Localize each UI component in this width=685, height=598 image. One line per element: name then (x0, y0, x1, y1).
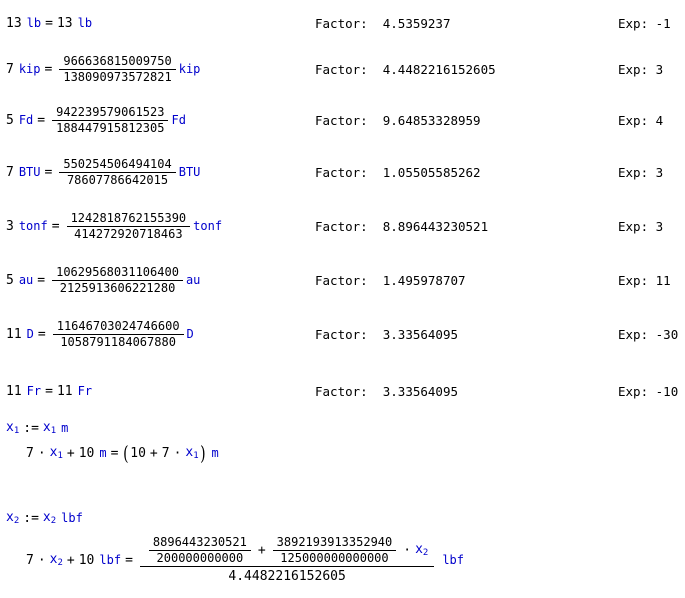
symbolic-equation (6, 534, 464, 586)
factor-cell (315, 62, 496, 77)
def-lhs-var-name: x (6, 420, 14, 435)
expr-constant: 10 (78, 445, 95, 461)
exp-value: 4 (655, 112, 664, 128)
lhs-number: 11 (6, 383, 22, 399)
multiplication-dot: · (403, 542, 412, 558)
conversion-row (0, 311, 685, 357)
fraction (59, 55, 175, 83)
expr-unit: m (99, 446, 107, 460)
equals-sign: = (110, 445, 119, 461)
lhs-number: 7 (6, 164, 14, 180)
factor-cell (315, 327, 458, 342)
inner-fraction-left (149, 536, 251, 564)
equals-sign: = (45, 15, 53, 31)
plus-sign: + (66, 552, 75, 568)
def-rhs-variable (43, 510, 56, 526)
assign-operator: := (23, 510, 39, 526)
fraction (52, 266, 183, 294)
conversion-expression (6, 16, 92, 31)
equals-sign: = (45, 383, 53, 399)
symbolic-equation (6, 441, 219, 465)
factor-cell (315, 219, 488, 234)
result-variable (185, 445, 198, 461)
equals-sign: = (37, 112, 46, 128)
exponent-cell (618, 113, 663, 128)
def-rhs-var-name: x (42, 420, 51, 435)
exponent-cell (618, 219, 663, 234)
lhs-unit: kip (18, 62, 41, 76)
multiplication-dot: · (37, 552, 46, 568)
lhs-unit: tonf (18, 219, 48, 233)
inner-right-denominator: 125000000000000 (280, 550, 389, 565)
result-variable (415, 542, 428, 558)
result-var-name: x (415, 542, 423, 558)
multiplication-dot: · (37, 445, 46, 461)
numerator: 550254506494104 (63, 156, 172, 171)
def-rhs-variable (43, 420, 56, 436)
exponent-cell (618, 327, 678, 342)
rhs-unit: lb (77, 16, 93, 30)
open-paren: ( (123, 441, 130, 465)
def-lhs-variable (6, 510, 19, 526)
def-lhs-var-subscript: 1 (13, 426, 20, 436)
def-rhs-var-subscript: 2 (50, 516, 57, 526)
factor-label: Factor: (315, 164, 368, 180)
expr-var-subscript: 2 (57, 558, 63, 569)
conversion-row (0, 203, 685, 249)
conversion-row (0, 257, 685, 303)
factor-label: Factor: (315, 272, 368, 288)
def-lhs-var-subscript: 2 (13, 516, 20, 526)
lhs-number: 5 (6, 272, 14, 288)
expr-variable (50, 445, 63, 461)
equals-sign: = (37, 272, 46, 288)
factor-label: Factor: (315, 112, 368, 128)
numerator: 966636815009750 (63, 53, 172, 68)
close-paren: ) (199, 441, 206, 465)
symbolic-block-2 (6, 510, 464, 586)
conversion-expression (6, 212, 222, 240)
compound-denominator (222, 567, 351, 586)
exp-label: Exp: (618, 218, 649, 234)
expr-coefficient: 7 (26, 552, 34, 568)
expr-unit: lbf (99, 553, 122, 568)
expr-var-name: x (49, 445, 58, 460)
factor-value: 1.05505585262 (382, 164, 481, 180)
exponent-cell (618, 62, 663, 77)
plus-sign: + (66, 445, 75, 461)
equals-sign: = (125, 552, 133, 568)
result-unit: m (211, 446, 219, 460)
exp-value: 3 (655, 61, 664, 77)
expr-variable (50, 552, 63, 568)
result-var-subscript: 2 (422, 548, 429, 559)
exp-value: -10 (655, 383, 679, 399)
factor-value: 4.4482216152605 (382, 61, 496, 77)
conversion-expression (6, 320, 194, 348)
conversion-expression (6, 266, 200, 294)
denominator: 138090973572821 (63, 69, 172, 84)
fraction (53, 320, 184, 348)
lhs-number: 13 (6, 15, 22, 31)
conversion-row (0, 46, 685, 92)
factor-value: 4.5359237 (382, 15, 451, 31)
numerator: 1242818762155390 (70, 210, 187, 225)
lhs-number: 5 (6, 112, 14, 128)
exp-label: Exp: (618, 61, 649, 77)
plus-sign: + (149, 445, 158, 461)
factor-label: Factor: (315, 326, 368, 342)
conversion-expression (6, 55, 200, 83)
conversion-row (0, 0, 685, 46)
result-var-subscript: 1 (193, 451, 199, 461)
compound-fraction (140, 534, 434, 586)
numerator: 11646703024746600 (56, 318, 180, 333)
lhs-unit: BTU (18, 165, 41, 179)
expr-var-name: x (49, 552, 58, 568)
rhs-unit: Fr (77, 384, 93, 398)
exp-label: Exp: (618, 112, 649, 128)
lhs-unit: Fr (26, 384, 42, 398)
rhs-unit: D (186, 327, 194, 341)
result-constant: 10 (130, 445, 146, 461)
def-rhs-var-name: x (42, 510, 51, 525)
variable-definition (6, 420, 219, 436)
denominator: 1058791184067880 (60, 334, 176, 349)
def-unit: lbf (61, 511, 83, 525)
def-lhs-var-name: x (6, 510, 14, 525)
factor-cell (315, 113, 481, 128)
lhs-unit: Fd (18, 113, 34, 127)
exponent-cell (618, 273, 671, 288)
factor-value: 3.33564095 (382, 326, 459, 342)
denominator: 78607786642015 (66, 172, 169, 187)
factor-value: 3.33564095 (382, 383, 459, 399)
def-rhs-var-subscript: 1 (50, 426, 57, 436)
exp-label: Exp: (618, 164, 649, 180)
lhs-number: 11 (6, 326, 22, 342)
rhs-unit: BTU (178, 165, 201, 179)
exp-label: Exp: (618, 326, 649, 342)
factor-value: 9.64853328959 (382, 112, 481, 128)
rhs-number: 11 (56, 383, 73, 399)
numerator: 10629568031106400 (56, 264, 179, 279)
lhs-unit: D (26, 327, 34, 341)
numerator: 942239579061523 (56, 104, 165, 119)
expr-var-subscript: 1 (57, 451, 63, 461)
inner-fraction-right (273, 536, 397, 564)
compound-denominator-value: 4.4482216152605 (228, 569, 346, 585)
exp-value: -1 (655, 15, 671, 31)
exp-value: 3 (655, 218, 664, 234)
rhs-number: 13 (56, 15, 73, 31)
exponent-cell (618, 165, 663, 180)
plus-sign: + (257, 542, 266, 558)
rhs-unit: kip (178, 62, 201, 76)
result-coefficient: 7 (161, 445, 170, 461)
lhs-number: 7 (6, 61, 14, 77)
inner-right-numerator: 3892193913352940 (276, 535, 393, 549)
inner-left-denominator: 200000000000 (156, 550, 244, 565)
fraction (67, 212, 191, 240)
factor-label: Factor: (315, 383, 368, 399)
def-lhs-variable (6, 420, 19, 436)
denominator: 414272920718463 (74, 226, 183, 241)
equals-sign: = (44, 164, 53, 180)
conversion-row (0, 97, 685, 143)
conversion-expression (6, 158, 200, 186)
lhs-unit: au (18, 273, 34, 287)
conversion-expression (6, 106, 186, 134)
variable-definition (6, 510, 464, 526)
rhs-unit: au (185, 273, 201, 287)
result-var-name: x (185, 445, 194, 460)
assign-operator: := (23, 420, 39, 436)
exp-value: 11 (655, 272, 671, 288)
expr-coefficient: 7 (26, 445, 34, 461)
lhs-unit: lb (26, 16, 42, 30)
exp-value: -30 (655, 326, 679, 342)
exp-value: 3 (655, 164, 664, 180)
factor-label: Factor: (315, 218, 368, 234)
factor-value: 8.896443230521 (382, 218, 489, 234)
exp-label: Exp: (618, 272, 649, 288)
equals-sign: = (44, 61, 53, 77)
exp-label: Exp: (618, 15, 649, 31)
exponent-cell (618, 16, 671, 31)
factor-label: Factor: (315, 61, 368, 77)
lhs-number: 3 (6, 218, 14, 234)
denominator: 188447915812305 (56, 120, 165, 135)
fraction (59, 158, 175, 186)
fraction (52, 106, 168, 134)
exp-label: Exp: (618, 383, 649, 399)
rhs-unit: Fd (171, 113, 186, 127)
conversion-row (0, 368, 685, 414)
factor-cell (315, 165, 481, 180)
factor-cell (315, 16, 450, 31)
compound-numerator (140, 534, 434, 566)
factor-value: 1.495978707 (382, 272, 466, 288)
exponent-cell (618, 384, 678, 399)
factor-cell (315, 384, 458, 399)
multiplication-dot: · (173, 445, 182, 461)
equals-sign: = (51, 218, 60, 234)
factor-label: Factor: (315, 15, 368, 31)
conversion-expression (6, 384, 92, 399)
rhs-unit: tonf (193, 219, 223, 233)
inner-left-numerator: 8896443230521 (152, 535, 247, 549)
def-unit: m (61, 421, 69, 435)
result-unit: lbf (442, 553, 465, 568)
expr-constant: 10 (78, 552, 95, 568)
symbolic-block-1 (6, 420, 219, 465)
factor-cell (315, 273, 466, 288)
conversion-row (0, 149, 685, 195)
equals-sign: = (37, 326, 46, 342)
denominator: 2125913606221280 (59, 280, 176, 295)
